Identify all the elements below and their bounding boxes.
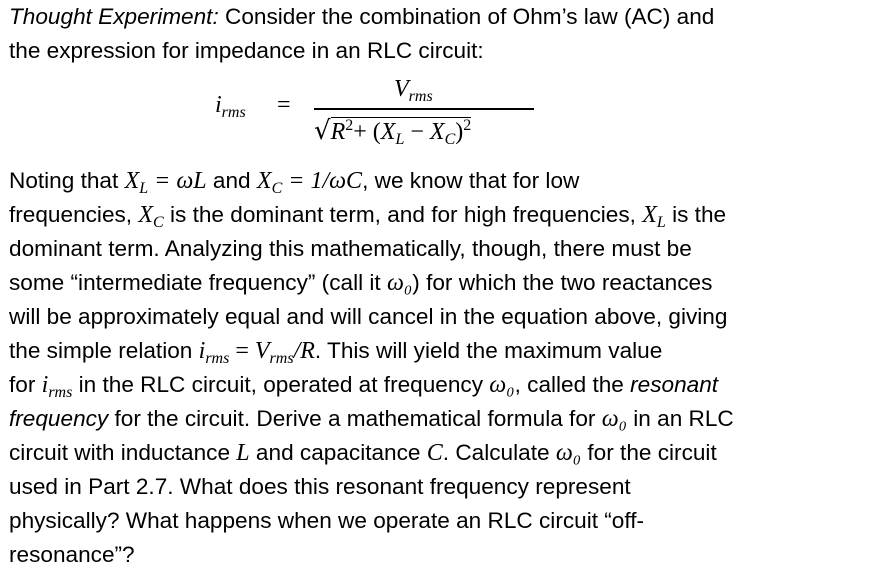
intro-line-1: Thought Experiment: Consider the combination of Ohm’s law (AC) and [9, 4, 715, 29]
paragraph-line-10: used in Part 2.7. What does this resonant frequency represent [9, 474, 631, 499]
equation-fraction [314, 68, 534, 164]
paragraph-line-1: Noting that $X_L = \omega L$ and $X_C = 1/\omega C$, we know that for low [9, 168, 580, 197]
frequency-term: frequency [9, 406, 109, 431]
paragraph-line-5: will be approximately equal and will cancel in the equation above, giving [9, 304, 728, 329]
fraction-bar [314, 108, 534, 110]
equation-numerator: $V_{rms}$ [394, 76, 433, 105]
paragraph-line-4: some “intermediate frequency” (call it ω₀) for which the two reactances [9, 270, 713, 296]
paragraph-line-2: frequencies, $X_C$ is the dominant term, and for high frequencies, $X_L$ is the [9, 202, 727, 231]
paragraph-line-6: the simple relation $i_{rms} = V_{rms}/R$. This will yield the maximum value [9, 338, 663, 367]
intro-line-2: the expression for impedance in an RLC circuit: [9, 38, 484, 63]
equation-equals: = [277, 92, 291, 118]
sqrt-icon: √ [314, 116, 331, 146]
equation-denominator: $√R^2+ (X_L - X_C)^2$ [314, 116, 472, 148]
paragraph-line-3: dominant term. Analyzing this mathematically, though, there must be [9, 236, 692, 261]
resonant-term: resonant [630, 372, 719, 397]
paragraph-line-11: physically? What happens when we operate an RLC circuit “off- [9, 508, 645, 533]
document-body [9, 0, 865, 572]
paragraph-line-8: frequency for the circuit. Derive a mathematical formula for ω₀ in an RLC [9, 406, 734, 432]
paragraph-line-7: for $i_{rms}$ in the RLC circuit, operated at frequency ω₀, called the resonant [9, 372, 719, 401]
equation-lhs: $i_{rms}$ [215, 92, 246, 121]
paragraph-line-9: circuit with inductance L and capacitance C. Calculate ω₀ for the circuit [9, 440, 717, 466]
thought-experiment-heading: Thought Experiment: [9, 4, 219, 29]
impedance-equation [9, 68, 865, 164]
paragraph-line-12: resonance”? [9, 542, 135, 567]
